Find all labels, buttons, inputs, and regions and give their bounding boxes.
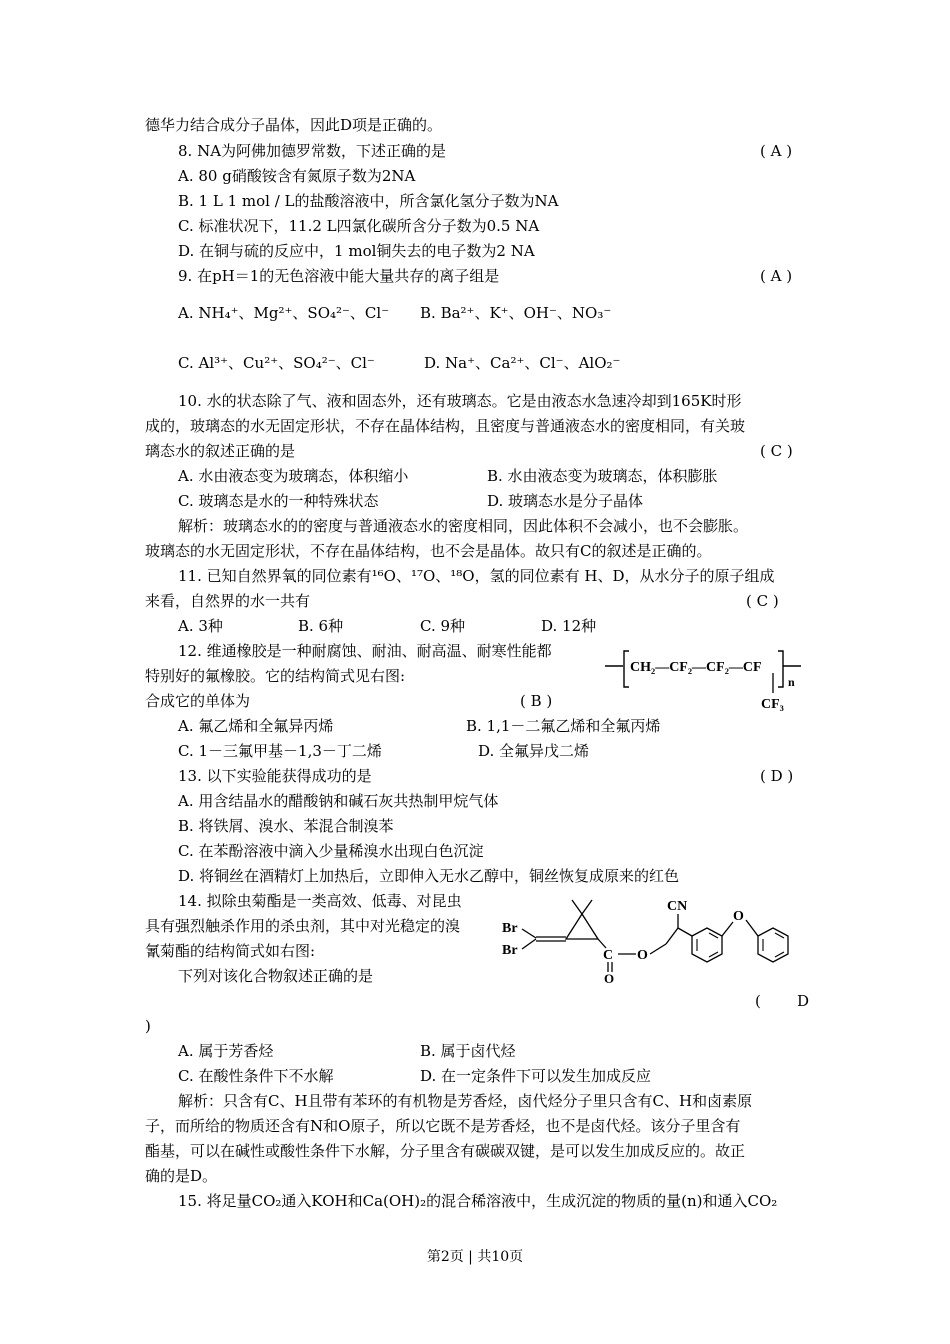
option-8b: B. 1 L 1 mol / L的盐酸溶液中，所含氯化氢分子数为N⁠A [178,192,559,210]
answer-q11: ( C ) [746,592,779,610]
option-11d: D. 12种 [541,617,597,635]
option-12b: B. 1,1－二氟乙烯和全氟丙烯 [466,717,661,735]
answer-q14-letter: D [797,992,810,1010]
option-8d: D. 在铜与硫的反应中，1 mol铜失去的电子数为2 N⁠A [178,242,535,260]
option-12a: A. 氟乙烯和全氟异丙烯 [178,717,334,735]
question-9: 9. 在pH＝1的无色溶液中能大量共存的离子组是 [178,267,500,285]
option-13d: D. 将铜丝在酒精灯上加热后，立即伸入无水乙醇中，铜丝恢复成原来的红色 [178,867,680,885]
text-line: 玻璃态的水无固定形状，不存在晶体结构，也不会是晶体。故只有C的叙述是正确的。 [145,542,712,560]
ether-oxygen-label: O [733,909,744,924]
answer-q12: ( B ) [520,692,553,710]
option-14a: A. 属于芳香烃 [178,1042,274,1060]
text-line: 下列对该化合物叙述正确的是 [178,967,374,985]
answer-q14-close: ) [145,1017,151,1035]
ion-list: NH₄⁺、Mg²⁺、SO₄²⁻、Cl⁻ [198,304,390,322]
option-9d [424,353,620,373]
ion-list: Al³⁺、Cu²⁺、SO₄²⁻、Cl⁻ [198,354,375,372]
text-line: 成的，玻璃态的水无固定形状，不存在晶体结构，且密度与普通液态水的密度相同，有关玻 [145,417,746,435]
question-15: 15. 将足量CO₂通入KOH和Ca(OH)₂的混合稀溶液中，生成沉淀的物质的量(n)和通入CO₂ [178,1192,778,1210]
text-line: 合成它的单体为 [145,692,251,710]
option-label: A. [178,304,194,322]
bromine-label-2: Br [502,943,518,958]
text-line: 具有强烈触杀作用的杀虫剂，其中对光稳定的溴 [145,917,461,935]
question-10: 10. 水的状态除了气、液和固态外，还有玻璃态。它是由液态水急速冷却到165K时形 [178,392,742,410]
option-10b: B. 水由液态变为玻璃态，体积膨胀 [487,467,718,485]
ester-oxygen-label: O [637,948,648,963]
ion-list: Na⁺、Ca²⁺、Cl⁻、AlO₂⁻ [445,354,621,372]
option-14c: C. 在酸性条件下不水解 [178,1067,334,1085]
polymer-main-chain: CH₂—CF₂—CF₂—CF [630,660,762,675]
answer-q8: ( A ) [760,142,793,160]
option-13c: C. 在苯酚溶液中滴入少量稀溴水出现白色沉淀 [178,842,484,860]
polymer-subscript-n: n [788,675,795,689]
explanation-14: 解析：只含有C、H且带有苯环的有机物是芳香烃，卤代烃分子里只含有C、H和卤素原 [178,1092,753,1110]
option-11c: C. 9种 [420,617,466,635]
question-13: 13. 以下实验能获得成功的是 [178,767,372,785]
option-10a: A. 水由液态变为玻璃态，体积缩小 [178,467,409,485]
option-label: D. [424,354,441,372]
bromine-label-1: Br [502,921,518,936]
cyano-label: CN [667,899,688,914]
question-14: 14. 拟除虫菊酯是一类高效、低毒、对昆虫 [178,892,462,910]
option-9b [420,303,611,323]
text-line: 确的是D。 [145,1167,218,1185]
option-11a: A. 3种 [178,617,223,635]
option-14d: D. 在一定条件下可以发生加成反应 [420,1067,652,1085]
text-line: 酯基，可以在碱性或酸性条件下水解，分子里含有碳碳双键，是可以发生加成反应的。故正 [145,1142,746,1160]
question-11: 11. 已知自然界氧的同位素有¹⁶O、¹⁷O、¹⁸O，氢的同位素有 H、D，从水分子的原子组成 [178,567,775,585]
option-10c: C. 玻璃态是水的一种特殊状态 [178,492,379,510]
option-13a: A. 用含结晶水的醋酸钠和碱石灰共热制甲烷气体 [178,792,499,810]
text-line: 璃态水的叙述正确的是 [145,442,296,460]
option-9c [178,353,375,373]
page-footer: 第2页 | 共10页 [426,1249,524,1265]
option-13b: B. 将铁屑、溴水、苯混合制溴苯 [178,817,394,835]
question-12: 12. 维通橡胶是一种耐腐蚀、耐油、耐高温、耐寒性能都 [178,642,552,660]
answer-q13: ( D ) [760,767,794,785]
option-11b: B. 6种 [298,617,344,635]
polymer-branch: CF₃ [761,697,784,712]
carbonyl-oxygen-label: O [604,971,615,984]
bromocyanide-ester-structure-diagram [500,892,815,984]
option-8a: A. 80 g硝酸铵含有氮原子数为2N⁠A [178,167,416,185]
option-label: C. [178,354,194,372]
option-12c: C. 1－三氟甲基－1,3－丁二烯 [178,742,382,760]
text-line: 德华力结合成分子晶体，因此D项是正确的。 [145,116,443,134]
option-9a [178,303,389,323]
answer-q9: ( A ) [760,267,793,285]
option-8c: C. 标准状况下，11.2 L四氯化碳所含分子数为0.5 N⁠A [178,217,540,235]
answer-q10: ( C ) [760,442,793,460]
option-10d: D. 玻璃态水是分子晶体 [487,492,644,510]
carbonyl-carbon-label: C [603,948,614,963]
question-8: 8. N⁠A为阿佛加德罗常数，下述正确的是 [178,142,447,160]
text-line: 来看，自然界的水一共有 [145,592,311,610]
explanation-10: 解析：玻璃态水的的密度与普通液态水的密度相同，因此体积不会减小，也不会膨胀。 [178,517,749,535]
text-line: 特别好的氟橡胶。它的结构简式见右图: [145,667,406,685]
option-label: B. [420,304,436,322]
text-line: 氰菊酯的结构简式如右图: [145,942,316,960]
answer-q14-open: ( [755,992,761,1010]
text-line: 子，而所给的物质还含有N和O原子，所以它既不是芳香烃，也不是卤代烃。该分子里含有 [145,1117,741,1135]
option-12d: D. 全氟异戊二烯 [478,742,590,760]
option-14b: B. 属于卤代烃 [420,1042,516,1060]
polymer-structure-diagram [603,645,823,715]
ion-list: Ba²⁺、K⁺、OH⁻、NO₃⁻ [440,304,612,322]
